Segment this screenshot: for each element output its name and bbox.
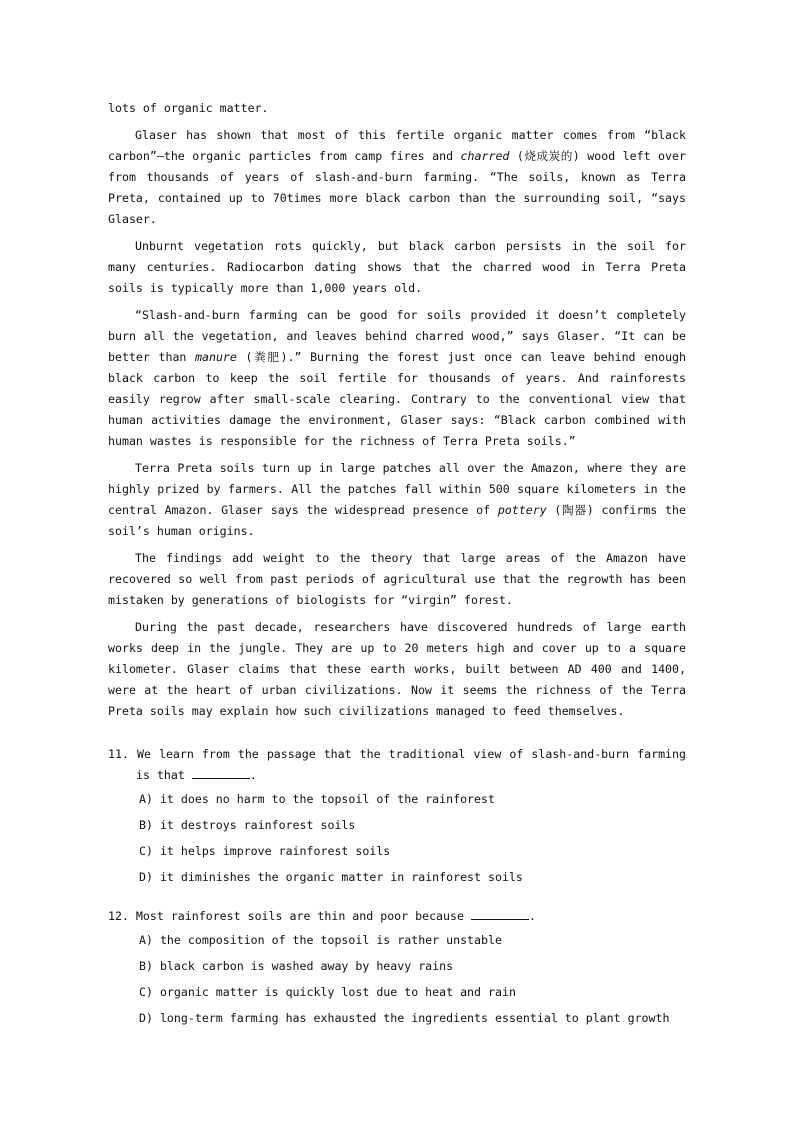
question-11-stem-end: . bbox=[249, 768, 257, 782]
paragraph-4-text-b: (陶器) confirms the soil’s human origins. bbox=[108, 503, 686, 538]
question-11-stem bbox=[108, 744, 686, 786]
answer-blank bbox=[192, 766, 250, 779]
paragraph-4-emphasis: pottery bbox=[497, 503, 547, 517]
option-c[interactable]: C) organic matter is quickly lost due to heat and rain bbox=[139, 985, 516, 999]
question-12 bbox=[108, 906, 686, 1031]
paragraph-3-text-b: (粪肥).” Burning the forest just once can leave behind enough black carbon to keep the soil fertile for thousands of years. And rainforests easily regrow after small-scale clearing. Contrary to the conventional view that human activities damage the environment, Glaser says: “Black carbon combined with human wastes is responsible for the richness of Terra Preta soils.” bbox=[108, 350, 687, 448]
option-a[interactable]: A) it does no harm to the topsoil of the rainforest bbox=[139, 792, 495, 806]
paragraph-5: The findings add weight to the theory that large areas of the Amazon have recovered so well from past periods of agricultural use that the regrowth has been mistaken by generations of biologists for “virgin” forest. bbox=[108, 551, 686, 607]
question-12-stem-text: 12. Most rainforest soils are thin and poor because bbox=[108, 909, 471, 923]
paragraph-1 bbox=[108, 125, 686, 230]
option-d[interactable]: D) long-term farming has exhausted the ingredients essential to plant growth bbox=[139, 1011, 670, 1025]
paragraph-4-text-a: Terra Preta soils turn up in large patches all over the Amazon, where they are highly prized by farmers. All the patches fall within 500 square kilometers in the central Amazon. Glaser says the widespread presence of bbox=[108, 461, 686, 517]
question-12-stem bbox=[108, 906, 686, 927]
option-b[interactable]: B) black carbon is washed away by heavy rains bbox=[139, 959, 454, 973]
option-c[interactable]: C) it helps improve rainforest soils bbox=[139, 844, 391, 858]
paragraph-2: Unburnt vegetation rots quickly, but black carbon persists in the soil for many centuries. Radiocarbon dating shows that the charred wood in Terra Preta soils is typically more than 1,000 years old. bbox=[108, 239, 686, 295]
option-d[interactable]: D) it diminishes the organic matter in rainforest soils bbox=[139, 870, 523, 884]
paragraph-1-text-b: (烧成炭的) wood left over from thousands of years of slash-and-burn farming. “The soils, known as Terra Preta, contained up to 70times more black carbon than the surrounding soil, “says Glaser. bbox=[108, 149, 686, 226]
paragraph-0: lots of organic matter. bbox=[108, 101, 269, 115]
paragraph-3 bbox=[108, 305, 686, 452]
paragraph-1-emphasis: charred bbox=[460, 149, 510, 163]
paragraph-4 bbox=[108, 458, 686, 542]
answer-blank bbox=[471, 907, 529, 920]
question-12-stem-end: . bbox=[528, 909, 536, 923]
document-page bbox=[108, 98, 686, 1031]
paragraph-3-text-a: “Slash-and-burn farming can be good for soils provided it doesn’t completely burn all the vegetation, and leaves behind charred wood,” says Glaser. “It can be better than bbox=[108, 308, 686, 364]
paragraph-1-text-a: Glaser has shown that most of this fertile organic matter comes from “black carbon”—the organic particles from camp fires and bbox=[108, 128, 686, 163]
option-b[interactable]: B) it destroys rainforest soils bbox=[139, 818, 356, 832]
paragraph-6: During the past decade, researchers have discovered hundreds of large earth works deep in the jungle. They are up to 20 meters high and cover up to a square kilometer. Glaser claims that these earth works, built between AD 400 and 1400, were at the heart of urban civilizations. Now it seems the richness of the Terra Preta soils may explain how such civilizations managed to feed themselves. bbox=[108, 620, 686, 718]
question-11 bbox=[108, 744, 686, 890]
option-a[interactable]: A) the composition of the topsoil is rather unstable bbox=[139, 933, 502, 947]
paragraph-3-emphasis: manure bbox=[195, 350, 237, 364]
question-11-stem-text: 11. We learn from the passage that the traditional view of slash-and-burn farming is that bbox=[108, 747, 686, 782]
